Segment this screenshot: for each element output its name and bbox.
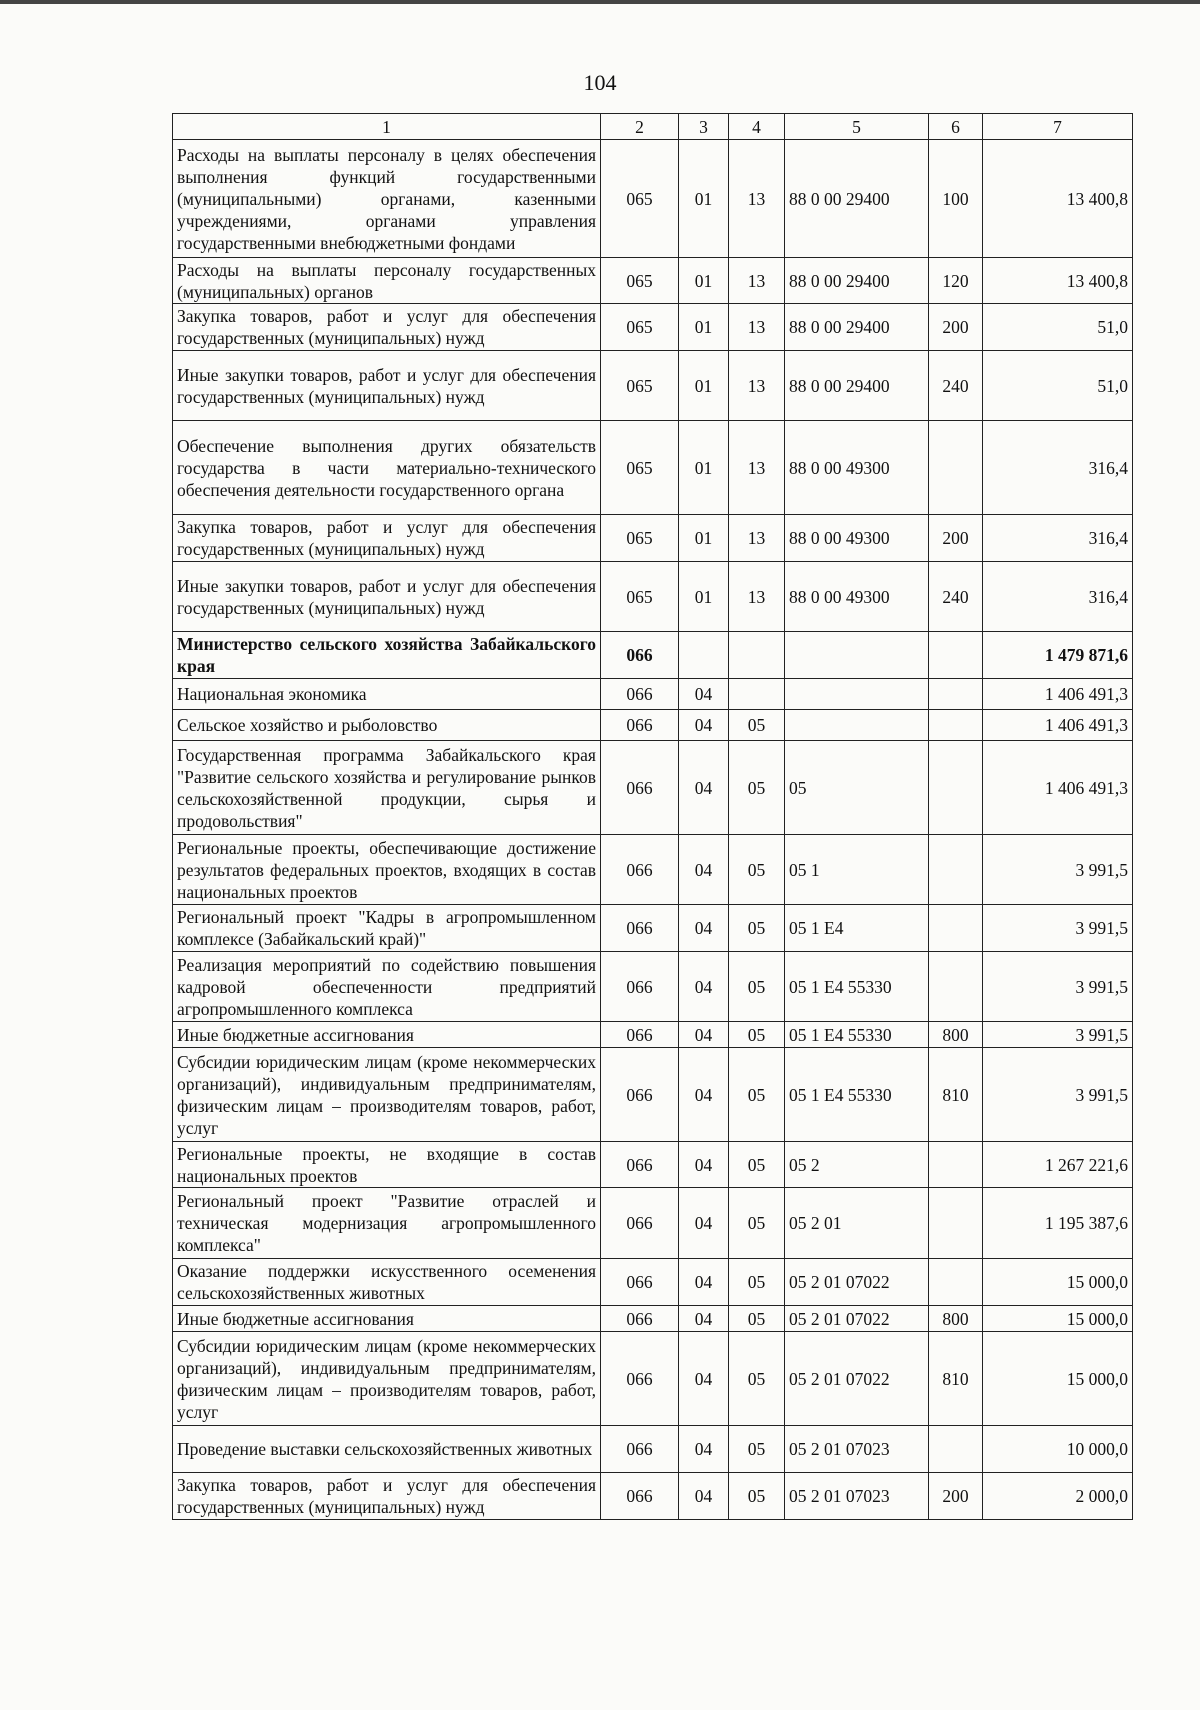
subsection-cell: 05: [729, 835, 785, 905]
expense-type-cell: [929, 1188, 983, 1259]
header-cell-5: 5: [785, 114, 929, 140]
code-cell: 066: [601, 1022, 679, 1048]
section-cell: 04: [679, 679, 729, 710]
amount-cell: 51,0: [983, 351, 1133, 421]
amount-cell: 51,0: [983, 304, 1133, 351]
section-cell: 01: [679, 304, 729, 351]
target-article-cell: 88 0 00 49300: [785, 515, 929, 562]
section-cell: 04: [679, 1306, 729, 1332]
subsection-cell: 05: [729, 1426, 785, 1473]
expense-type-cell: 120: [929, 258, 983, 304]
amount-cell: 3 991,5: [983, 1022, 1133, 1048]
description-cell: Закупка товаров, работ и услуг для обеспечения государственных (муниципальных) нужд: [173, 304, 601, 351]
section-cell: 04: [679, 1426, 729, 1473]
target-article-cell: 05 2 01 07022: [785, 1259, 929, 1306]
code-cell: 066: [601, 835, 679, 905]
table-row: [173, 140, 1133, 258]
table-row: [173, 562, 1133, 632]
subsection-cell: [729, 632, 785, 679]
table-row: [173, 741, 1133, 835]
table-row: [173, 835, 1133, 905]
table-row: [173, 952, 1133, 1022]
budget-table: [172, 113, 1133, 1520]
scan-top-edge: [0, 0, 1200, 4]
description-cell: Закупка товаров, работ и услуг для обеспечения государственных (муниципальных) нужд: [173, 1473, 601, 1520]
subsection-cell: 05: [729, 1142, 785, 1188]
target-article-cell: 05 1: [785, 835, 929, 905]
header-cell-3: 3: [679, 114, 729, 140]
expense-type-cell: 200: [929, 304, 983, 351]
amount-cell: 2 000,0: [983, 1473, 1133, 1520]
subsection-cell: 13: [729, 304, 785, 351]
target-article-cell: 05 2 01 07023: [785, 1426, 929, 1473]
code-cell: 065: [601, 515, 679, 562]
expense-type-cell: [929, 710, 983, 741]
section-cell: 04: [679, 1259, 729, 1306]
code-cell: 066: [601, 1188, 679, 1259]
expense-type-cell: 100: [929, 140, 983, 258]
code-cell: 065: [601, 140, 679, 258]
target-article-cell: 88 0 00 49300: [785, 421, 929, 515]
section-cell: 01: [679, 421, 729, 515]
subsection-cell: 05: [729, 1188, 785, 1259]
subsection-cell: 05: [729, 710, 785, 741]
description-cell: Расходы на выплаты персоналу в целях обеспечения выполнения функций государственными (муниципальными) органами, казенными учреждениями, органами управления государственными внебюджетными фондами: [173, 140, 601, 258]
target-article-cell: 05 2 01 07023: [785, 1473, 929, 1520]
subsection-cell: 13: [729, 421, 785, 515]
description-cell: Иные закупки товаров, работ и услуг для обеспечения государственных (муниципальных) нужд: [173, 351, 601, 421]
subsection-cell: [729, 679, 785, 710]
code-cell: 066: [601, 679, 679, 710]
table-row: [173, 515, 1133, 562]
table-row: [173, 710, 1133, 741]
table-row: [173, 632, 1133, 679]
table-row: [173, 1332, 1133, 1426]
subsection-cell: 05: [729, 1259, 785, 1306]
target-article-cell: 05 2 01 07022: [785, 1306, 929, 1332]
target-article-cell: 05 2: [785, 1142, 929, 1188]
subsection-cell: 05: [729, 1306, 785, 1332]
expense-type-cell: 200: [929, 1473, 983, 1520]
subsection-cell: 13: [729, 140, 785, 258]
amount-cell: 1 479 871,6: [983, 632, 1133, 679]
section-cell: 04: [679, 1473, 729, 1520]
table-row: [173, 351, 1133, 421]
amount-cell: 15 000,0: [983, 1332, 1133, 1426]
description-cell: Реализация мероприятий по содействию повышения кадровой обеспеченности предприятий агропромышленного комплекса: [173, 952, 601, 1022]
amount-cell: 1 406 491,3: [983, 679, 1133, 710]
description-cell: Региональный проект "Развитие отраслей и техническая модернизация агропромышленного комплекса": [173, 1188, 601, 1259]
description-cell: Государственная программа Забайкальского края "Развитие сельского хозяйства и регулирование рынков сельскохозяйственной продукции, сырья и продовольствия": [173, 741, 601, 835]
table-row: [173, 679, 1133, 710]
expense-type-cell: [929, 632, 983, 679]
description-cell: Закупка товаров, работ и услуг для обеспечения государственных (муниципальных) нужд: [173, 515, 601, 562]
header-cell-2: 2: [601, 114, 679, 140]
expense-type-cell: [929, 1259, 983, 1306]
amount-cell: 10 000,0: [983, 1426, 1133, 1473]
target-article-cell: [785, 679, 929, 710]
table-row: [173, 304, 1133, 351]
target-article-cell: 88 0 00 49300: [785, 562, 929, 632]
description-cell: Региональные проекты, не входящие в состав национальных проектов: [173, 1142, 601, 1188]
target-article-cell: 05 2 01: [785, 1188, 929, 1259]
description-cell: Иные бюджетные ассигнования: [173, 1306, 601, 1332]
description-cell: Иные закупки товаров, работ и услуг для обеспечения государственных (муниципальных) нужд: [173, 562, 601, 632]
table-row: [173, 1259, 1133, 1306]
code-cell: 066: [601, 1142, 679, 1188]
subsection-cell: 05: [729, 1022, 785, 1048]
subsection-cell: 05: [729, 1048, 785, 1142]
target-article-cell: 88 0 00 29400: [785, 351, 929, 421]
code-cell: 066: [601, 1332, 679, 1426]
subsection-cell: 05: [729, 1332, 785, 1426]
description-cell: Проведение выставки сельскохозяйственных животных: [173, 1426, 601, 1473]
description-cell: Сельское хозяйство и рыболовство: [173, 710, 601, 741]
header-cell-6: 6: [929, 114, 983, 140]
subsection-cell: 05: [729, 952, 785, 1022]
page-number: 104: [583, 70, 617, 95]
code-cell: 065: [601, 562, 679, 632]
section-cell: 04: [679, 835, 729, 905]
expense-type-cell: [929, 1426, 983, 1473]
code-cell: 065: [601, 351, 679, 421]
code-cell: 066: [601, 952, 679, 1022]
description-cell: Обеспечение выполнения других обязательств государства в части материально-технического обеспечения деятельности государственного органа: [173, 421, 601, 515]
section-cell: 04: [679, 710, 729, 741]
table-body: [173, 114, 1133, 1520]
description-cell: Национальная экономика: [173, 679, 601, 710]
target-article-cell: 88 0 00 29400: [785, 258, 929, 304]
amount-cell: 3 991,5: [983, 952, 1133, 1022]
table-row: [173, 1473, 1133, 1520]
expense-type-cell: [929, 679, 983, 710]
expense-type-cell: 200: [929, 515, 983, 562]
description-cell: Региональный проект "Кадры в агропромышленном комплексе (Забайкальский край)": [173, 905, 601, 952]
code-cell: 066: [601, 1259, 679, 1306]
code-cell: 066: [601, 1048, 679, 1142]
code-cell: 066: [601, 741, 679, 835]
expense-type-cell: [929, 421, 983, 515]
target-article-cell: 05 1 E4 55330: [785, 1048, 929, 1142]
section-cell: 01: [679, 140, 729, 258]
table-row: [173, 421, 1133, 515]
expense-type-cell: [929, 952, 983, 1022]
section-cell: 01: [679, 258, 729, 304]
description-cell: Министерство сельского хозяйства Забайкальского края: [173, 632, 601, 679]
section-cell: 04: [679, 1048, 729, 1142]
amount-cell: 13 400,8: [983, 258, 1133, 304]
subsection-cell: 05: [729, 905, 785, 952]
header-cell-7: 7: [983, 114, 1133, 140]
target-article-cell: 05 1 E4: [785, 905, 929, 952]
code-cell: 066: [601, 710, 679, 741]
section-cell: 04: [679, 952, 729, 1022]
description-cell: Оказание поддержки искусственного осеменения сельскохозяйственных животных: [173, 1259, 601, 1306]
expense-type-cell: [929, 741, 983, 835]
table-row: [173, 258, 1133, 304]
target-article-cell: 05 1 E4 55330: [785, 952, 929, 1022]
expense-type-cell: 800: [929, 1022, 983, 1048]
amount-cell: 3 991,5: [983, 1048, 1133, 1142]
expense-type-cell: [929, 1142, 983, 1188]
amount-cell: 13 400,8: [983, 140, 1133, 258]
subsection-cell: 13: [729, 515, 785, 562]
target-article-cell: 88 0 00 29400: [785, 304, 929, 351]
description-cell: Иные бюджетные ассигнования: [173, 1022, 601, 1048]
section-cell: 04: [679, 741, 729, 835]
table-row: [173, 1022, 1133, 1048]
description-cell: Субсидии юридическим лицам (кроме некоммерческих организаций), индивидуальным предпринимателям, физическим лицам – производителям товаров, работ, услуг: [173, 1048, 601, 1142]
expense-type-cell: [929, 835, 983, 905]
code-cell: 066: [601, 1426, 679, 1473]
amount-cell: 1 406 491,3: [983, 710, 1133, 741]
table-row: [173, 1188, 1133, 1259]
section-cell: 04: [679, 1332, 729, 1426]
section-cell: 01: [679, 515, 729, 562]
subsection-cell: 13: [729, 258, 785, 304]
header-cell-1: 1: [173, 114, 601, 140]
description-cell: Региональные проекты, обеспечивающие достижение результатов федеральных проектов, входящих в состав национальных проектов: [173, 835, 601, 905]
amount-cell: 316,4: [983, 421, 1133, 515]
subsection-cell: 13: [729, 562, 785, 632]
section-cell: 04: [679, 905, 729, 952]
table-row: [173, 1306, 1133, 1332]
description-cell: Расходы на выплаты персоналу государственных (муниципальных) органов: [173, 258, 601, 304]
target-article-cell: 05: [785, 741, 929, 835]
section-cell: 04: [679, 1188, 729, 1259]
code-cell: 066: [601, 1306, 679, 1332]
target-article-cell: [785, 710, 929, 741]
code-cell: 065: [601, 258, 679, 304]
code-cell: 066: [601, 632, 679, 679]
table-row: [173, 1426, 1133, 1473]
code-cell: 066: [601, 905, 679, 952]
description-cell: Субсидии юридическим лицам (кроме некоммерческих организаций), индивидуальным предпринимателям, физическим лицам – производителям товаров, работ, услуг: [173, 1332, 601, 1426]
header-row: [173, 114, 1133, 140]
expense-type-cell: 240: [929, 562, 983, 632]
table-row: [173, 905, 1133, 952]
expense-type-cell: 240: [929, 351, 983, 421]
code-cell: 065: [601, 421, 679, 515]
section-cell: 04: [679, 1142, 729, 1188]
subsection-cell: 13: [729, 351, 785, 421]
amount-cell: 1 406 491,3: [983, 741, 1133, 835]
amount-cell: 3 991,5: [983, 905, 1133, 952]
code-cell: 065: [601, 304, 679, 351]
section-cell: 04: [679, 1022, 729, 1048]
target-article-cell: 88 0 00 29400: [785, 140, 929, 258]
amount-cell: 1 195 387,6: [983, 1188, 1133, 1259]
code-cell: 066: [601, 1473, 679, 1520]
subsection-cell: 05: [729, 741, 785, 835]
section-cell: 01: [679, 351, 729, 421]
target-article-cell: [785, 632, 929, 679]
expense-type-cell: 810: [929, 1332, 983, 1426]
section-cell: 01: [679, 562, 729, 632]
expense-type-cell: 800: [929, 1306, 983, 1332]
table-row: [173, 1048, 1133, 1142]
subsection-cell: 05: [729, 1473, 785, 1520]
expense-type-cell: 810: [929, 1048, 983, 1142]
expense-type-cell: [929, 905, 983, 952]
header-cell-4: 4: [729, 114, 785, 140]
amount-cell: 15 000,0: [983, 1259, 1133, 1306]
amount-cell: 316,4: [983, 515, 1133, 562]
target-article-cell: 05 2 01 07022: [785, 1332, 929, 1426]
amount-cell: 3 991,5: [983, 835, 1133, 905]
amount-cell: 316,4: [983, 562, 1133, 632]
target-article-cell: 05 1 E4 55330: [785, 1022, 929, 1048]
section-cell: [679, 632, 729, 679]
table-row: [173, 1142, 1133, 1188]
amount-cell: 1 267 221,6: [983, 1142, 1133, 1188]
amount-cell: 15 000,0: [983, 1306, 1133, 1332]
